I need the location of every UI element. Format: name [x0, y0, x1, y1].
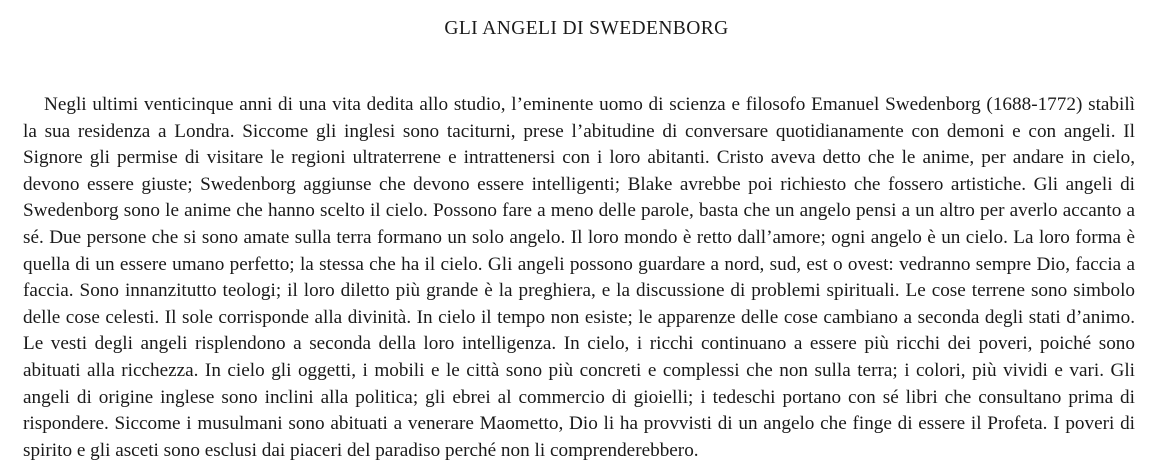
document-body [23, 92, 1135, 464]
page-title: GLI ANGELI DI SWEDENBORG [444, 18, 729, 39]
body-paragraph: Negli ultimi venticinque anni di una vita dedita allo studio, l’eminente uomo di scienza e filosofo Emanuel Swedenborg (1688-1772) stabilì la sua residenza a Londra. Siccome gli inglesi sono taciturni, prese l’abitudine di conversare quotidianamente con demoni e con angeli. Il Signore gli permise di visitare le regioni ultraterrene e intrattenersi con i loro abitanti. Cristo aveva detto che le anime, per andare in cielo, devono essere giuste; Swedenborg aggiunse che devono essere intelligenti; Blake avrebbe poi richiesto che fossero artistiche. Gli angeli di Swedenborg sono le anime che hanno scelto il cielo. Possono fare a meno delle parole, basta che un angelo pensi a un altro per averlo accanto a sé. Due persone che si sono amate sulla terra formano un solo angelo. Il loro mondo è retto dall’amore; ogni angelo è un cielo. La loro forma è quella di un essere umano perfetto; la stessa che ha il cielo. Gli angeli possono guardare a nord, sud, est o ovest: vedranno sempre Dio, faccia a faccia. Sono innanzitutto teologi; il loro diletto più grande è la preghiera, e la discussione di problemi spirituali. Le cose terrene sono simbolo delle cose celesti. Il sole corrisponde alla divinità. In cielo il tempo non esiste; le apparenze delle cose cambiano a seconda degli stati d’animo. Le vesti degli angeli risplendono a seconda della loro intelligenza. In cielo, i ricchi continuano a essere più ricchi dei poveri, poiché sono abituati alla ricchezza. In cielo gli oggetti, i mobili e le città sono più concreti e complessi che non sulla terra; i colori, più vividi e vari. Gli angeli di origine inglese sono inclini alla politica; gli ebrei al commercio di gioielli; i tedeschi portano con sé libri che consultano prima di rispondere. Siccome i musulmani sono abituati a venerare Maometto, Dio li ha provvisti di un angelo che finge di essere il Profeta. I poveri di spirito e gli asceti sono esclusi dai piaceri del paradiso perché non li comprenderebbero. [23, 94, 1135, 461]
